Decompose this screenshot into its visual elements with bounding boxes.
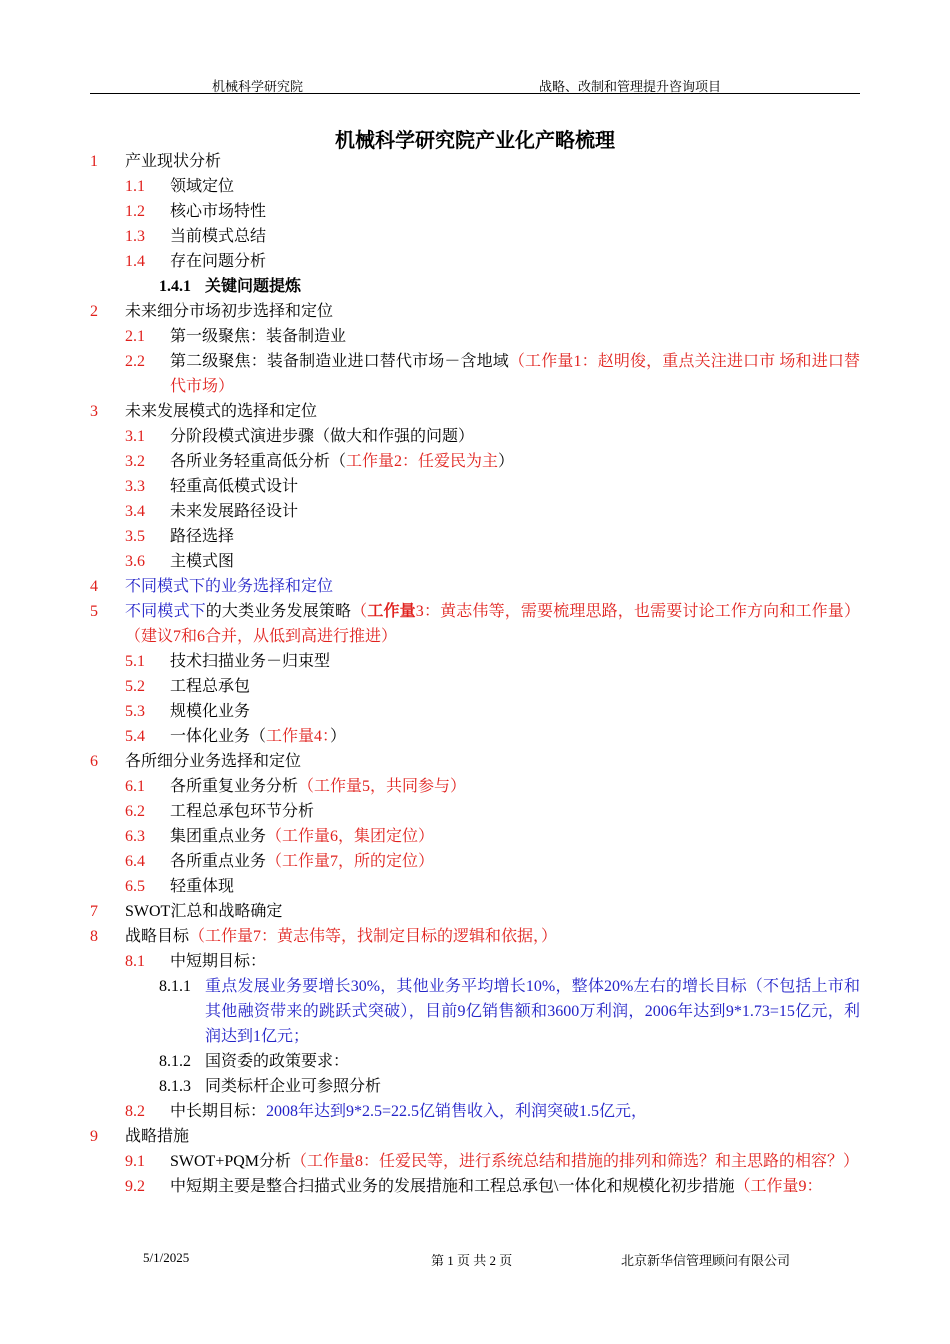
target-note: 2008年达到9*2.5=22.5亿销售收入，利润突破1.5亿元，: [266, 1103, 648, 1120]
item-number: 8.1.1: [159, 978, 191, 995]
item-text: 国资委的政策要求：: [205, 1053, 350, 1070]
outline-item: [0, 474, 950, 499]
item-text-tail: ）: [498, 453, 515, 470]
item-number: 6.5: [125, 878, 145, 895]
item-number: 6.4: [125, 853, 145, 870]
item-number: 2.2: [125, 353, 145, 370]
item-text: 各所重点业务: [170, 853, 267, 870]
item-text: SWOT汇总和战略确定: [125, 903, 283, 920]
outline-item: [0, 249, 950, 274]
item-text: 中短期目标：: [170, 953, 267, 970]
item-number: 1: [90, 153, 98, 170]
item-text: 各所细分业务选择和定位: [125, 753, 302, 770]
outline-item: [0, 299, 950, 324]
item-text: 工程总承包: [170, 678, 251, 695]
outline-item: [0, 849, 950, 874]
outline-item: [0, 1074, 950, 1099]
item-number: 1.2: [125, 203, 145, 220]
item-number: 3.3: [125, 478, 145, 495]
item-text: SWOT+PQM分析: [170, 1153, 292, 1170]
item-text: 中短期主要是整合扫描式业务的发展措施和工程总承包\一体化和规模化初步措施: [170, 1178, 735, 1195]
item-text: 核心市场特性: [170, 203, 267, 220]
item-number: 4: [90, 578, 98, 595]
item-text: 轻重高低模式设计: [170, 478, 299, 495]
item-number: 1.3: [125, 228, 145, 245]
outline-item: [0, 1049, 950, 1074]
outline-item: [0, 974, 950, 1049]
item-number: 8.1.2: [159, 1053, 191, 1070]
footer-company: 北京新华信管理顾问有限公司: [621, 1253, 791, 1268]
outline-item: [0, 574, 950, 599]
outline-item: [0, 324, 950, 349]
workload-note: 工作量4：: [266, 728, 331, 745]
item-number: 5.4: [125, 728, 145, 745]
item-text: 不同模式下的业务选择和定位: [125, 578, 334, 595]
item-number: 9.1: [125, 1153, 145, 1170]
item-number: 3.5: [125, 528, 145, 545]
outline-item: [0, 499, 950, 524]
item-text: 工程总承包环节分析: [170, 803, 315, 820]
outline-item: [0, 674, 950, 699]
item-number: 1.1: [125, 178, 145, 195]
workload-note-open: （: [351, 603, 368, 620]
outline-item: [0, 649, 950, 674]
item-number: 5: [90, 603, 98, 620]
item-text: 一体化业务（: [170, 728, 267, 745]
item-number: 1.4: [125, 253, 145, 270]
workload-note: （工作量5，共同参与）: [298, 778, 467, 795]
item-number: 2.1: [125, 328, 145, 345]
item-number: 3.1: [125, 428, 145, 445]
outline-item: [0, 874, 950, 899]
outline-item: [0, 174, 950, 199]
item-number: 1.4.1: [159, 278, 191, 295]
item-number: 3.2: [125, 453, 145, 470]
item-number: 3.6: [125, 553, 145, 570]
header-rule: [90, 93, 860, 94]
item-number: 3.4: [125, 503, 145, 520]
item-text: 轻重体现: [170, 878, 235, 895]
item-number: 5.2: [125, 678, 145, 695]
item-number: 6: [90, 753, 98, 770]
outline-item: [0, 1174, 950, 1199]
item-number: 2: [90, 303, 98, 320]
outline-item: [0, 524, 950, 549]
outline-item: [0, 824, 950, 849]
item-number: 3: [90, 403, 98, 420]
outline-item: [0, 799, 950, 824]
item-number: 5.1: [125, 653, 145, 670]
footer-page-number: 第 1 页 共 2 页: [431, 1253, 513, 1268]
workload-note: （工作量6，集团定位）: [266, 828, 435, 845]
outline-item: [0, 774, 950, 799]
workload-note: 3：黄志伟等，需要梳理思路，也需要讨论工作方向和工作量）（建议7和6合并，从低到高进行推进）: [125, 603, 860, 645]
item-text: 存在问题分析: [170, 253, 267, 270]
outline-item: [0, 149, 950, 174]
item-text: 技术扫描业务－归束型: [170, 653, 331, 670]
item-text: 重点发展业务要增长30%，其他业务平均增长10%，整体20%左右的增长目标（不包括上市和其他融资带来的跳跃式突破），目前9亿销售额和3600万利润，2006年达到9*1.73=15亿元，利润达到1亿元；: [205, 978, 860, 1045]
workload-note: 工作量2：任爱民为主: [346, 453, 499, 470]
item-number: 8: [90, 928, 98, 945]
footer-date: 5/1/2025: [143, 1250, 190, 1265]
item-text: 关键问题提炼: [205, 278, 302, 295]
outline-item: [0, 749, 950, 774]
item-number: 6.1: [125, 778, 145, 795]
workload-note: （工作量1：赵明俊，重点关注进口市 场和进口替代市场）: [170, 353, 860, 395]
outline-item: [0, 449, 950, 474]
outline-body: [0, 149, 950, 1199]
item-number: 8.1.3: [159, 1078, 191, 1095]
item-text: 路径选择: [170, 528, 235, 545]
outline-item: [0, 349, 950, 399]
workload-note: （工作量9：: [734, 1178, 823, 1195]
item-text: 主模式图: [170, 553, 235, 570]
item-text: 未来细分市场初步选择和定位: [125, 303, 334, 320]
item-text: 产业现状分析: [125, 153, 222, 170]
item-text: 第二级聚焦：装备制造业进口替代市场－含地域: [170, 353, 509, 370]
item-number: 9: [90, 1128, 98, 1145]
item-number: 6.3: [125, 828, 145, 845]
outline-item: [0, 699, 950, 724]
item-text-tail: ）: [330, 728, 347, 745]
workload-note: （工作量8：任爱民等，进行系统总结和措施的排列和筛选？和主思路的相容？）: [291, 1153, 860, 1170]
item-text: 未来发展模式的选择和定位: [125, 403, 318, 420]
item-number: 8.2: [125, 1103, 145, 1120]
header-right: 战略、改制和管理提升咨询项目: [539, 79, 722, 94]
item-text: 各所重复业务分析: [170, 778, 299, 795]
outline-item: [0, 199, 950, 224]
workload-label: 工作量: [367, 603, 416, 620]
outline-item: [0, 924, 950, 949]
item-number: 8.1: [125, 953, 145, 970]
outline-item: [0, 1124, 950, 1149]
outline-item: [0, 899, 950, 924]
item-text: 第一级聚焦：装备制造业: [170, 328, 347, 345]
item-text: 未来发展路径设计: [170, 503, 299, 520]
item-text: 规模化业务: [170, 703, 251, 720]
item-number: 6.2: [125, 803, 145, 820]
outline-item: [0, 399, 950, 424]
header-left: 机械科学研究院: [212, 79, 304, 94]
outline-item: [0, 549, 950, 574]
item-text: 的大类业务发展策略: [205, 603, 352, 620]
item-number: 7: [90, 903, 98, 920]
item-text: 战略目标: [125, 928, 190, 945]
item-text: 分阶段模式演进步骤（做大和作强的问题）: [170, 428, 475, 445]
outline-item: [0, 224, 950, 249]
item-text: 领域定位: [170, 178, 235, 195]
outline-item: [0, 274, 950, 299]
outline-item: [0, 599, 950, 649]
item-text-highlight: 不同模式下: [125, 603, 206, 620]
outline-item: [0, 1099, 950, 1124]
outline-item: [0, 949, 950, 974]
item-text: 当前模式总结: [170, 228, 267, 245]
item-text: 各所业务轻重高低分析（: [170, 453, 347, 470]
outline-item: [0, 1149, 950, 1174]
item-text: 中长期目标：: [170, 1103, 267, 1120]
item-text: 战略措施: [125, 1128, 190, 1145]
item-text: 同类标杆企业可参照分析: [205, 1078, 382, 1095]
workload-note: （工作量7：黄志伟等，找制定目标的逻辑和依据，）: [189, 928, 558, 945]
document-title: 机械科学研究院产业化产略梳理: [335, 130, 615, 152]
outline-item: [0, 424, 950, 449]
item-text: 集团重点业务: [170, 828, 267, 845]
item-number: 9.2: [125, 1178, 145, 1195]
item-number: 5.3: [125, 703, 145, 720]
outline-item: [0, 724, 950, 749]
workload-note: （工作量7，所的定位）: [266, 853, 435, 870]
